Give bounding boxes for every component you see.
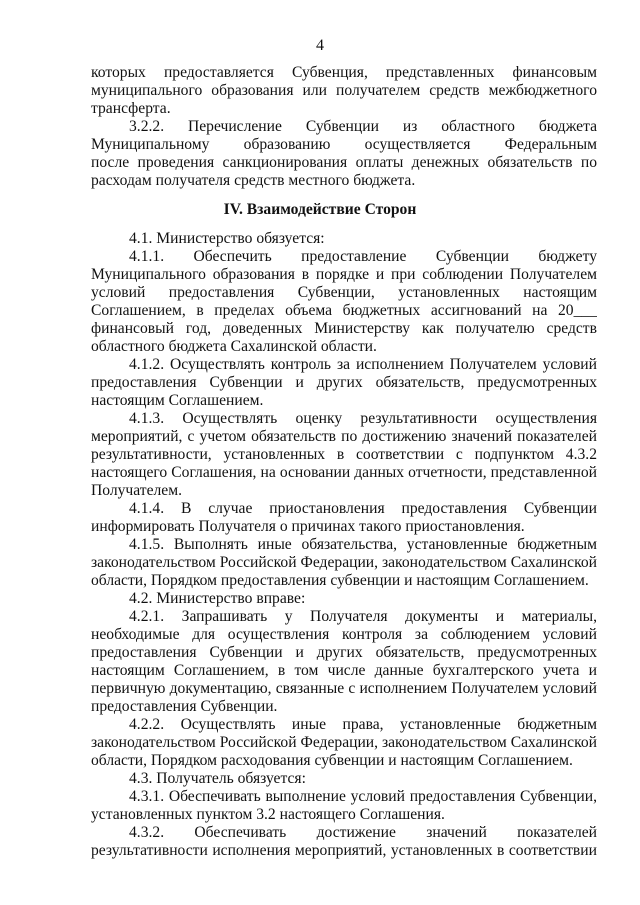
paragraph-line: 4.2.1. Запрашивать у Получателя документы и материалы, bbox=[129, 608, 597, 625]
paragraph-line: 4.1.2. Осуществлять контроль за исполнением Получателем условий bbox=[129, 356, 597, 373]
paragraph-line: результативности исполнения мероприятий, установленных в соответствии bbox=[91, 842, 597, 859]
paragraph-line: областного бюджета Сахалинской области. bbox=[91, 338, 377, 355]
paragraph-line: 4.1.4. В случае приостановления предоставления Субвенции bbox=[129, 500, 597, 517]
section-heading: IV. Взаимодействие Сторон bbox=[223, 201, 417, 218]
paragraph-line: которых предоставляется Субвенция, представленных финансовым bbox=[91, 64, 597, 81]
paragraph-line: предоставления Субвенции и других обязательств, предусмотренных bbox=[91, 644, 597, 661]
paragraph-line: 4.2. Министерство вправе: bbox=[129, 590, 306, 607]
paragraph-line: результативности, установленных в соответствии с подпунктом 4.3.2 bbox=[91, 446, 597, 463]
paragraph-line: 4.1.3. Осуществлять оценку результативности осуществления bbox=[129, 410, 597, 427]
paragraph-line: законодательством Российской Федерации, законодательством Сахалинской bbox=[91, 734, 597, 751]
paragraph-line: 4.3.1. Обеспечивать выполнение условий предоставления Субвенции, bbox=[129, 788, 597, 805]
paragraph-line: 4.2.2. Осуществлять иные права, установленные бюджетным bbox=[129, 716, 597, 733]
paragraph-line: условий предоставления Субвенции, установленных настоящим bbox=[91, 284, 597, 301]
paragraph-line: 4.1.5. Выполнять иные обязательства, установленные бюджетным bbox=[129, 536, 597, 553]
paragraph-line: 4.1.1. Обеспечить предоставление Субвенции бюджету bbox=[129, 248, 597, 265]
paragraph-line: необходимые для осуществления контроля за соблюдением условий bbox=[91, 626, 597, 643]
paragraph-line: информировать Получателя о причинах такого приостановления. bbox=[91, 518, 525, 535]
paragraph-line: первичную документацию, связанные с исполнением Получателем условий bbox=[91, 680, 597, 697]
paragraph-line: трансферта. bbox=[91, 100, 171, 117]
paragraph-line: 4.3. Получатель обязуется: bbox=[129, 770, 306, 787]
paragraph-line: настоящим Соглашением, в том числе данные бухгалтерского учета и bbox=[91, 662, 597, 679]
paragraph-line: расходам получателя средств местного бюджета. bbox=[91, 172, 416, 189]
paragraph-line: мероприятий, с учетом обязательств по достижению значений показателей bbox=[91, 428, 597, 445]
paragraph-line: после проведения санкционирования оплаты денежных обязательств по bbox=[91, 154, 597, 171]
page-number: 4 bbox=[316, 37, 324, 54]
paragraph-line: законодательством Российской Федерации, законодательством Сахалинской bbox=[91, 554, 597, 571]
paragraph-line: 3.2.2. Перечисление Субвенции из областного бюджета bbox=[129, 118, 597, 135]
paragraph-line: предоставления Субвенции. bbox=[91, 698, 278, 715]
paragraph-line: области, Порядком предоставления субвенции и настоящим Соглашением. bbox=[91, 572, 589, 589]
paragraph-line: 4.1. Министерство обязуется: bbox=[129, 230, 325, 247]
paragraph-line: настоящего Соглашения, на основании данных отчетности, представленной bbox=[91, 464, 597, 481]
paragraph-line: 4.3.2. Обеспечивать достижение значений показателей bbox=[129, 824, 597, 841]
paragraph-line: муниципального образования или получателем средств межбюджетного bbox=[91, 82, 597, 99]
paragraph-line: области, Порядком расходования субвенции и настоящим Соглашением. bbox=[91, 752, 573, 769]
paragraph-line: Муниципальному образованию осуществляется Федеральным bbox=[91, 136, 597, 153]
paragraph-line: предоставления Субвенции и других обязательств, предусмотренных bbox=[91, 374, 597, 391]
paragraph-line: установленных пунктом 3.2 настоящего Соглашения. bbox=[91, 806, 445, 823]
paragraph-line: настоящим Соглашением. bbox=[91, 392, 264, 409]
paragraph-line: Получателем. bbox=[91, 482, 182, 499]
paragraph-line: финансовый год, доведенных Министерству как получателю средств bbox=[91, 320, 597, 337]
paragraph-line: Муниципального образования в порядке и при соблюдении Получателем bbox=[91, 266, 597, 283]
paragraph-line: Соглашением, в пределах объема бюджетных ассигнований на 20___ bbox=[91, 302, 597, 319]
